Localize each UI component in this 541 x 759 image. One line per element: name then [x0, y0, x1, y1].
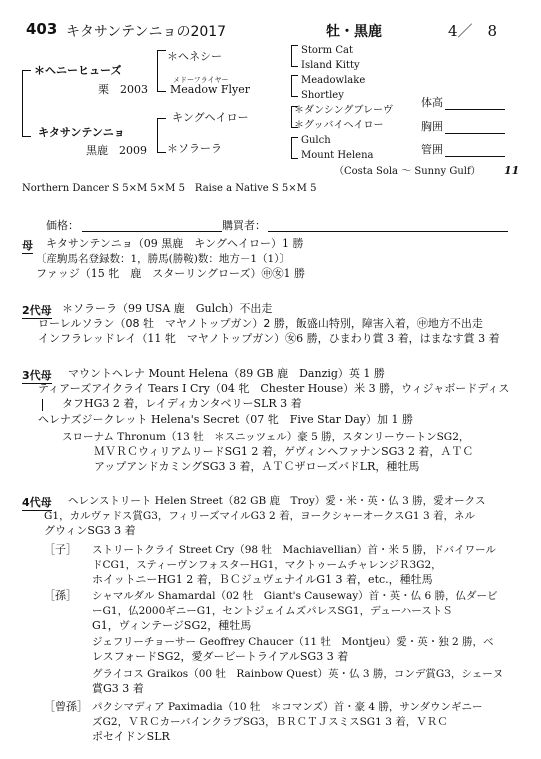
sale-date: 4／ 8	[448, 22, 498, 40]
dam-line-3: ファッジ（15 牝 鹿 スターリングローズ）㊥㊛1 勝	[36, 267, 305, 280]
price-field-line	[82, 231, 222, 232]
gen4-line-10: ジェフリーチョーサー Geoffrey Chaucer（11 牡 Montjeu）愛・英・独 2 勝，ベ	[92, 636, 494, 648]
gen4-line-14: パクシマディア Paximadia（10 牡 ＊コマンズ）首・豪 4 勝，サンダウンギニー	[92, 701, 483, 713]
gen3-connector	[42, 399, 43, 411]
gen2-line-3: インフラレッドレイ（11 牝 マヤノトップガン）㊛6 勝，ひまわり賞 3 着，はまなす賞 3 着	[38, 332, 500, 345]
buyer-label: 購買者：	[222, 219, 266, 232]
gen3-line-5: スローナム Thronum（13 牡 ＊スニッツェル）豪 5 勝，スタンリーウートンSG2，	[62, 431, 470, 443]
gen4-line-6: ホイットニーHG1 2 着，ＢＣジュヴェナイルG1 3 着，etc.，種牡馬	[92, 573, 433, 586]
gen4-line-2: G1，カルヴァドス賞G3，フィリーズマイルG3 2 着，ヨークシャーオークスG1 3 着，ネル	[44, 510, 475, 522]
gen4-line-13: 賞G3 3 着	[92, 682, 144, 695]
pedigree-bracket-main	[22, 70, 31, 137]
tag-grandchild: ［孫］	[44, 589, 77, 602]
gen2-label: 2代母	[22, 304, 52, 317]
sire-info: 栗 2003	[98, 83, 148, 96]
gen3-line-4: ヘレナズジークレット Helena's Secret（07 牝 Five Star Day）加 1 勝	[38, 413, 413, 426]
buyer-field-line	[268, 231, 508, 232]
height-label: 体高	[421, 96, 443, 109]
bracket-g2	[291, 75, 298, 97]
g-8: Mount Helena	[301, 150, 374, 161]
sex-color: 牡・黒鹿	[326, 24, 382, 40]
gen3-line-3: タフHG3 2 着，レイディカンタベリーSLR 3 着	[62, 397, 302, 410]
girth-label: 胸囲	[421, 120, 443, 133]
pedigree-bracket-sire	[157, 50, 166, 92]
dam-sire: キングヘイロー	[172, 111, 249, 124]
cannon-label: 管囲	[421, 143, 443, 156]
gen2-line-2: ローレルソラン（08 牡 マヤノトップガン）2 勝，飯盛山特別，障害入着，㊥地方不出走	[38, 317, 483, 330]
gen4-line-16: ポセイドンSLR	[92, 730, 170, 743]
family-index: 11	[504, 164, 520, 177]
dam-line-1: キタサンテンニョ（09 黒鹿 キングヘイロー）1 勝	[46, 237, 304, 250]
tag-great-grandchild: ［曾孫］	[44, 700, 88, 713]
girth-field-line	[445, 133, 505, 134]
gen4-line-5: ドCG1，スティーヴンフォスターHG1，マクトゥームチャレンジＲ3G2，	[92, 559, 442, 571]
gen2-line-1: ＊ソラーラ（99 USA 鹿 Gulch）不出走	[62, 302, 273, 315]
sire-sire: ＊ヘネシー	[167, 50, 222, 63]
gen3-line-6: ＭＶＲＣウィリアムリードSG1 2 着，ゲヴィンヘファナンSG3 2 着，ＡＴＣ	[94, 445, 474, 458]
gen4-line-8: ーG1，仏2000ギニーG1，セントジェイムズパレスSG1，デューハーストＳ	[92, 605, 453, 617]
cannon-field-line	[445, 156, 505, 157]
gen4-label: 4代母	[22, 496, 52, 509]
gen4-line-15: ズG2，ＶＲＣカーバインクラブSG3，ＢＲＣＴＪスミスSG1 3 着，ＶＲＣ	[92, 716, 448, 728]
gen4-line-3: グウィンSG3 3 着	[44, 524, 136, 537]
sire-dam-kana: メドーフライヤー	[173, 76, 229, 84]
height-field-line	[445, 109, 505, 110]
g-2: Island Kitty	[301, 60, 360, 71]
pedigree-bracket-dam	[157, 118, 166, 153]
dam-dam: ＊ソラーラ	[167, 142, 222, 155]
sire-dam: Meadow Flyer	[170, 83, 251, 96]
g-6: ＊グッバイヘイロー	[294, 120, 384, 131]
price-label: 価格：	[46, 219, 79, 232]
bracket-g4	[291, 137, 298, 159]
gen3-line-2: ティアーズアイクライ Tears I Cry（04 牝 Chester House）米 3 勝，ウィジャボードディス	[38, 382, 510, 395]
inbreeding-line: Northern Dancer S 5×M 5×M 5 Raise a Native S 5×M 5	[22, 183, 317, 194]
g-3: Meadowlake	[301, 75, 366, 86]
gen4-line-12: グライコス Graikos（00 牡 Rainbow Quest）英・仏 3 勝，コンデ賞G3，シェーヌ	[92, 668, 504, 680]
bracket-g1	[291, 45, 298, 67]
gen3-label: 3代母	[22, 369, 52, 382]
gen4-line-4: ストリートクライ Street Cry（98 牡 Machiavellian）首・米 5 勝，ドバイワール	[92, 544, 496, 556]
dam-name: キタサンテンニョ	[38, 126, 125, 139]
sire-name: ＊ヘニーヒューズ	[34, 64, 122, 77]
horse-name: キタサンテンニョの2017	[66, 24, 227, 40]
lot-number: 403	[26, 20, 58, 38]
g-7: Gulch	[301, 135, 331, 146]
gen3-line-7: アップアンドカミングSG3 3 着，ＡＴＣザローズバドLR，種牡馬	[94, 460, 420, 473]
family-note: （Costa Sola ～ Sunny Gulf）	[334, 166, 481, 177]
gen4-line-7: シャマルダル Shamardal（02 牡 Giant's Causeway）首・英・仏 6 勝，仏ダービ	[92, 590, 498, 602]
tag-child: ［子］	[44, 543, 77, 556]
dam-section-label: 母	[22, 239, 33, 252]
gen3-line-1: マウントヘレナ Mount Helena（89 GB 鹿 Danzig）英 1 勝	[68, 367, 385, 380]
g-1: Storm Cat	[301, 45, 353, 56]
dam-info: 黒鹿 2009	[86, 144, 147, 157]
g-4: Shortley	[301, 90, 344, 101]
gen4-line-9: G1，ヴィンテージSG2，種牡馬	[92, 619, 252, 632]
gen4-line-11: レスフォードSG2，愛ダービートライアルSG3 3 着	[92, 650, 349, 663]
g-5: ＊ダンシングブレーヴ	[294, 105, 393, 116]
gen4-line-1: ヘレンストリート Helen Street（82 GB 鹿 Troy）愛・米・英・仏 3 勝，愛オークス	[68, 495, 486, 507]
dam-line-2: 〔産駒馬名登録数：1，勝馬(勝鞍)数：地方－1（1）〕	[36, 253, 290, 265]
